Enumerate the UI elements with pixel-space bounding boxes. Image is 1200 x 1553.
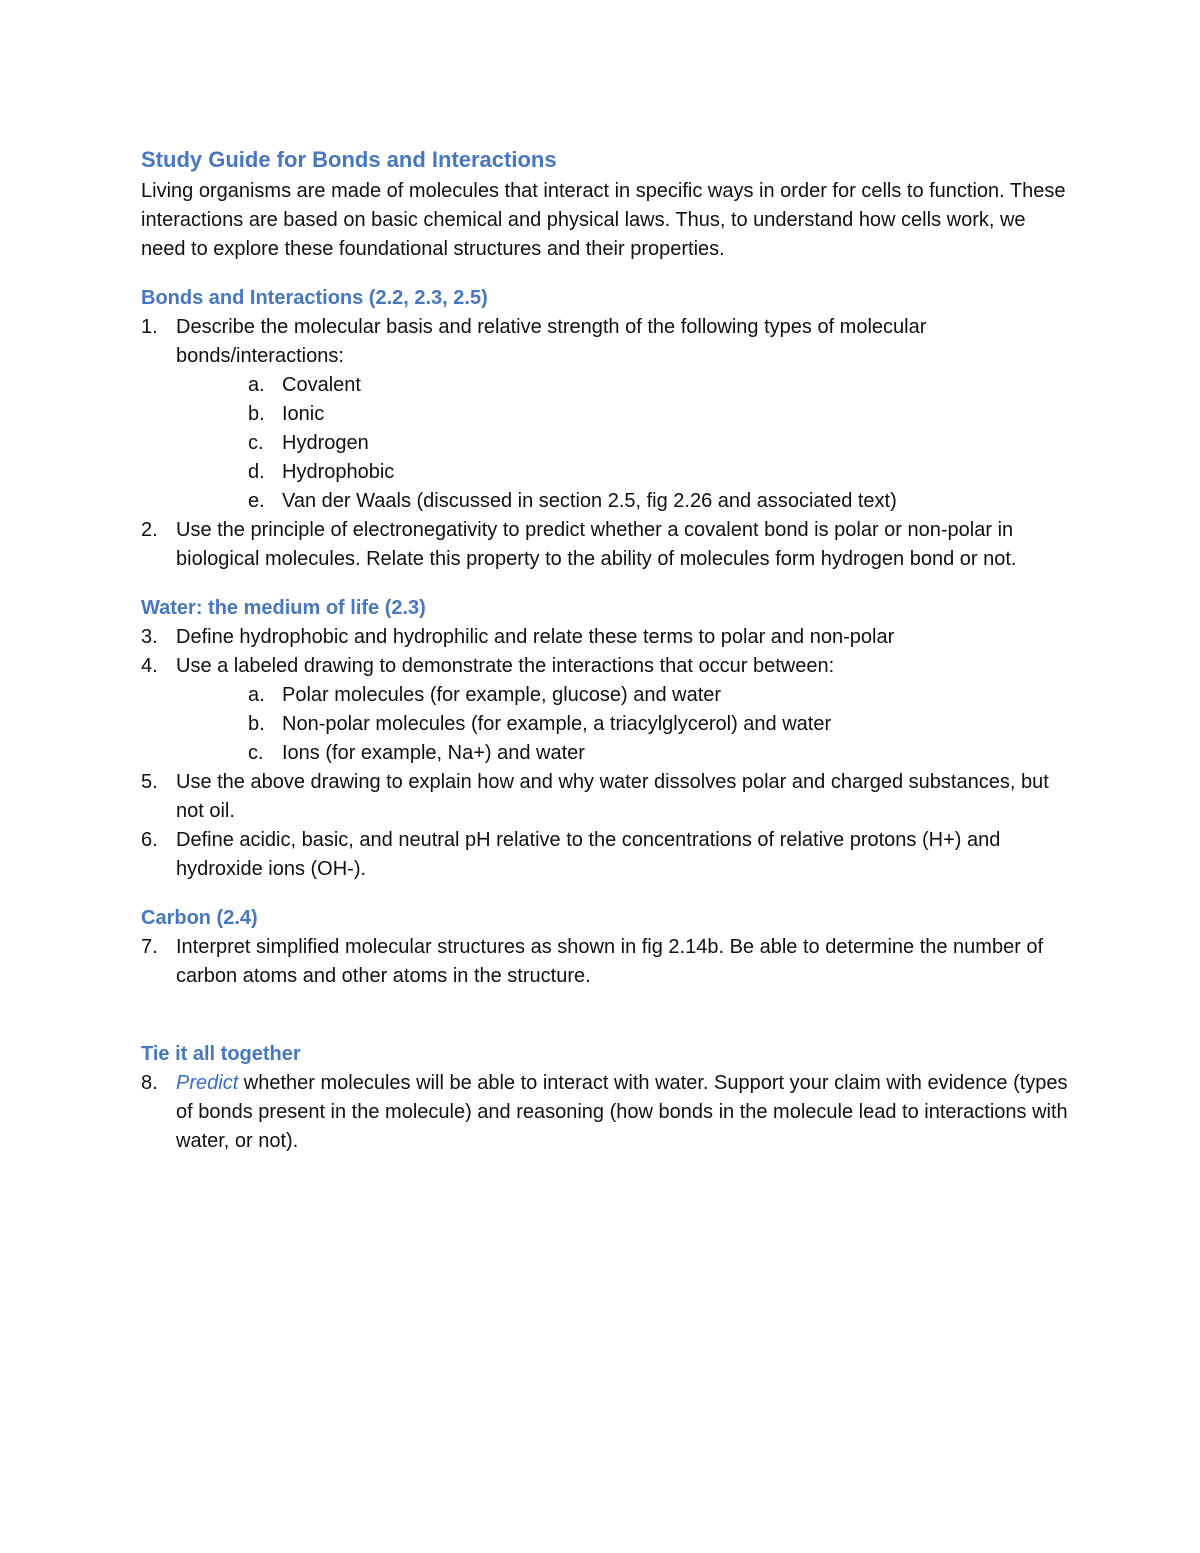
sub-question-list: [176, 681, 1071, 768]
question-list: [141, 1069, 1071, 1156]
sub-item-ions: [248, 739, 1071, 768]
sub-item-non-polar: [248, 710, 1071, 739]
question-text: Define hydrophobic and hydrophilic and relate these terms to polar and non-polar: [176, 626, 895, 648]
section-tie-it-all-together: [141, 1040, 1071, 1156]
question-item-3: [141, 623, 1071, 652]
question-text: Interpret simplified molecular structures as shown in fig 2.14b. Be able to determine the number of carbon atoms and other atoms in the structure.: [176, 936, 1044, 987]
section-water: [141, 594, 1071, 884]
sub-item-letter: e.: [248, 490, 265, 512]
question-text: Use a labeled drawing to demonstrate the interactions that occur between:: [176, 655, 835, 677]
document-page: [141, 143, 1071, 1156]
sub-item-text: Van der Waals (discussed in section 2.5, fig 2.26 and associated text): [282, 490, 897, 512]
sub-item-letter: c.: [248, 432, 264, 454]
emphasis-word: Predict: [176, 1072, 239, 1094]
sub-item-text: Hydrophobic: [282, 461, 395, 483]
section-heading: Water: the medium of life (2.3): [141, 597, 426, 619]
question-text: Use the principle of electronegativity to predict whether a covalent bond is polar or non-polar in biological molecules. Relate this property to the ability of molecules form hydrogen bond or not.: [176, 519, 1017, 570]
question-list: [141, 933, 1071, 991]
section-bonds-and-interactions: [141, 284, 1071, 574]
section-heading: Bonds and Interactions (2.2, 2.3, 2.5): [141, 287, 488, 309]
question-item-4: [141, 652, 1071, 768]
sub-item-text: Polar molecules (for example, glucose) and water: [282, 684, 722, 706]
question-list: [141, 623, 1071, 884]
question-number: 3.: [141, 626, 158, 648]
question-number: 5.: [141, 771, 158, 793]
question-item-6: [141, 826, 1071, 884]
question-number: 7.: [141, 936, 158, 958]
question-item-5: [141, 768, 1071, 826]
intro-paragraph: Living organisms are made of molecules that interact in specific ways in order for cells to function. These interactions are based on basic chemical and physical laws. Thus, to understand how cells work, we need to explore these foundational structures and their properties.: [141, 180, 1066, 260]
sub-item-polar: [248, 681, 1071, 710]
question-number: 4.: [141, 655, 158, 677]
page-title: Study Guide for Bonds and Interactions: [141, 147, 557, 172]
sub-item-text: Covalent: [282, 374, 361, 396]
question-text: Use the above drawing to explain how and why water dissolves polar and charged substances, but not oil.: [176, 771, 1049, 822]
question-number: 2.: [141, 519, 158, 541]
question-item-2: [141, 516, 1071, 574]
sub-item-text: Ionic: [282, 403, 325, 425]
question-text: Describe the molecular basis and relative strength of the following types of molecular bonds/interactions:: [176, 316, 927, 367]
question-item-1: [141, 313, 1071, 516]
section-heading: Tie it all together: [141, 1043, 301, 1065]
question-item-8: [141, 1069, 1071, 1156]
sub-item-hydrophobic: [248, 458, 1071, 487]
question-number: 6.: [141, 829, 158, 851]
section-heading: Carbon (2.4): [141, 907, 258, 929]
sub-item-letter: c.: [248, 742, 264, 764]
question-item-7: [141, 933, 1071, 991]
sub-item-letter: d.: [248, 461, 265, 483]
question-number: 1.: [141, 316, 158, 338]
section-carbon: [141, 904, 1071, 991]
sub-question-list: [176, 371, 1071, 516]
sub-item-hydrogen: [248, 429, 1071, 458]
sub-item-van-der-waals: [248, 487, 1071, 516]
sub-item-letter: a.: [248, 684, 265, 706]
sub-item-text: Non-polar molecules (for example, a triacylglycerol) and water: [282, 713, 832, 735]
sub-item-letter: b.: [248, 713, 265, 735]
question-text: Define acidic, basic, and neutral pH relative to the concentrations of relative protons (H+) and hydroxide ions (OH-).: [176, 829, 1001, 880]
question-text: whether molecules will be able to interact with water. Support your claim with evidence (types of bonds present in the molecule) and reasoning (how bonds in the molecule lead to interactions with water, or not).: [176, 1072, 1068, 1152]
question-list: [141, 313, 1071, 574]
sub-item-text: Hydrogen: [282, 432, 369, 454]
question-number: 8.: [141, 1072, 158, 1094]
sub-item-letter: a.: [248, 374, 265, 396]
sub-item-covalent: [248, 371, 1071, 400]
sub-item-letter: b.: [248, 403, 265, 425]
sub-item-text: Ions (for example, Na+) and water: [282, 742, 585, 764]
sub-item-ionic: [248, 400, 1071, 429]
